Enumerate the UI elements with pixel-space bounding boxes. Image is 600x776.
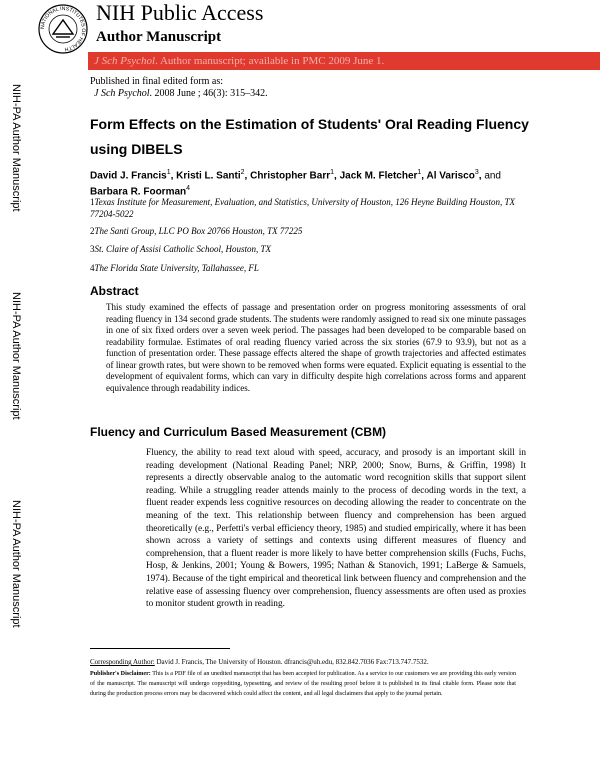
banner-availability: . Author manuscript; available in PMC 2009 June 1.	[155, 55, 385, 67]
affiliation-2: 2The Santi Group, LLC PO Box 20766 Houston, TX 77225	[90, 226, 303, 236]
corresponding-author-label: Corresponding Author:	[90, 658, 155, 666]
published-in-label: Published in final edited form as:	[90, 76, 224, 87]
sidebar-label-2: NIH-PA Author Manuscript	[10, 292, 22, 420]
author-affiliation-number: 1	[166, 169, 171, 176]
seal-text: NATIONAL INSTITUTES OF HEALTH	[39, 5, 87, 52]
author-affiliation-number: 3	[474, 169, 479, 176]
disclaimer-label: Publisher's Disclaimer:	[90, 671, 151, 677]
author-name: Barbara R. Foorman	[90, 186, 187, 198]
header-banner-text	[94, 54, 384, 68]
svg-text:NATIONAL INSTITUTES OF HEALTH	[40, 6, 86, 52]
citation-details: . 2008 June ; 46(3): 315–342.	[149, 88, 268, 99]
abstract-heading: Abstract	[90, 284, 139, 298]
affiliation-4: 4The Florida State University, Tallahassee, FL	[90, 263, 259, 273]
author-name: Al Varisco	[426, 170, 475, 182]
article-title: Form Effects on the Estimation of Students' Oral Reading Fluency using DIBELS	[90, 116, 529, 157]
author-affiliation-number: 2	[240, 169, 245, 176]
banner-journal: J Sch Psychol	[94, 55, 156, 67]
section-body: Fluency, the ability to read text aloud with speed, accuracy, and prosody is an important skill in reading development (National Reading Panel; NRP, 2000; Snow, Burns, & Griffin, 1998) It represents a directly observable analog to the automatic word recognition skills that support silent reading. While a struggling reader attends mainly to the process of decoding words in the text, a fluent reader expends less cognitive resources on decoding allowing the reader to concentrate on the meaning of the text. This relationship between fluency and comprehension has been argued theoretically (e.g., Perfetti's verbal efficiency theory, 1985) and studied empirically, where it has been shown across a variety of settings and contexts using different measures of fluency and comprehension, that a fluent reader is more likely to have better comprehension skills (Fuchs, Fuchs, Hosp, & Jenkins, 2001; Young & Bowers, 1995; Nathan & Stanovich, 1991; LaBerge & Samuels, 1974). Because of the tight empirical and theoretical link between fluency and comprehension and the relative ease of assessing fluency over comprehension, fluency assessments are often used as proxies to monitor student growth in reading.	[146, 448, 526, 610]
sidebar-label-1: NIH-PA Author Manuscript	[10, 84, 22, 212]
author-list: David J. Francis$^1$, Kristi L. Santi$^2$, Christopher Barr$^1$, Jack M. Fletcher$^1$, Al Varisco$^3$, and Barbara R. Foorman$^4$	[90, 169, 501, 198]
publisher-disclaimer	[90, 669, 516, 699]
author-name: Kristi L. Santi	[176, 170, 241, 182]
disclaimer-text: This is a PDF file of an unedited manuscript that has been accepted for publication. As a service to our customers we are providing this early version of the manuscript. The manuscript will undergo copyediting, typesetting, and review of the resulting proof before it is published in its final citable form. Please note that during the production process errors may be discovered which could affect the content, and all legal disclaimers that apply to the journal pertain.	[90, 671, 517, 697]
author-affiliation-number: 4	[186, 185, 191, 193]
author-and: and	[484, 170, 501, 182]
author-manuscript-label: Author Manuscript	[96, 29, 222, 45]
author-name: Jack M. Fletcher	[339, 170, 418, 182]
affiliation-3: 3St. Claire of Assisi Catholic School, Houston, TX	[90, 244, 272, 254]
author-affiliation-number: 1	[417, 169, 422, 176]
author-name: David J. Francis	[90, 170, 167, 182]
nih-public-access-title: NIH Public Access	[96, 0, 264, 25]
author-affiliation-number: 1	[330, 169, 335, 176]
abstract-body: This study examined the effects of passage and presentation order on progress monitoring assessments of oral reading fluency in 134 second grade students. The students were randomly assigned to read six one minute passages in one of six fixed orders over a seven week period. The passages had been developed to be comparable based on readability formulae. Estimates of oral reading fluency varied across the six stories (67.9 to 93.9), but not as a function of presentation order. These passage effects altered the shape of growth trajectories and affected estimates of linear growth rates, but were shown to be removed when forms were equated. Explicit equating is essential to the development of equivalent forms, which can vary in difficulty despite high correlations across forms and apparent equivalence through readability indices.	[106, 302, 526, 393]
section-heading: Fluency and Curriculum Based Measurement (CBM)	[90, 425, 387, 439]
sidebar-label-3: NIH-PA Author Manuscript	[10, 500, 22, 628]
affiliation-1: 1Texas Institute for Measurement, Evaluation, and Statistics, University of Houston, 126 Heyne Building Houston, TX 77204-5022	[90, 197, 516, 219]
author-name: Christopher Barr	[250, 170, 331, 182]
citation	[94, 88, 268, 99]
corresponding-author	[90, 657, 550, 667]
nih-seal-logo	[38, 4, 88, 54]
corresponding-author-text: David J. Francis, The University of Houston. dfrancis@uh.edu, 832.842.7036 Fax:713.747.7532.	[154, 658, 429, 666]
footnote-rule	[90, 648, 230, 649]
citation-journal: J Sch Psychol	[94, 88, 150, 99]
